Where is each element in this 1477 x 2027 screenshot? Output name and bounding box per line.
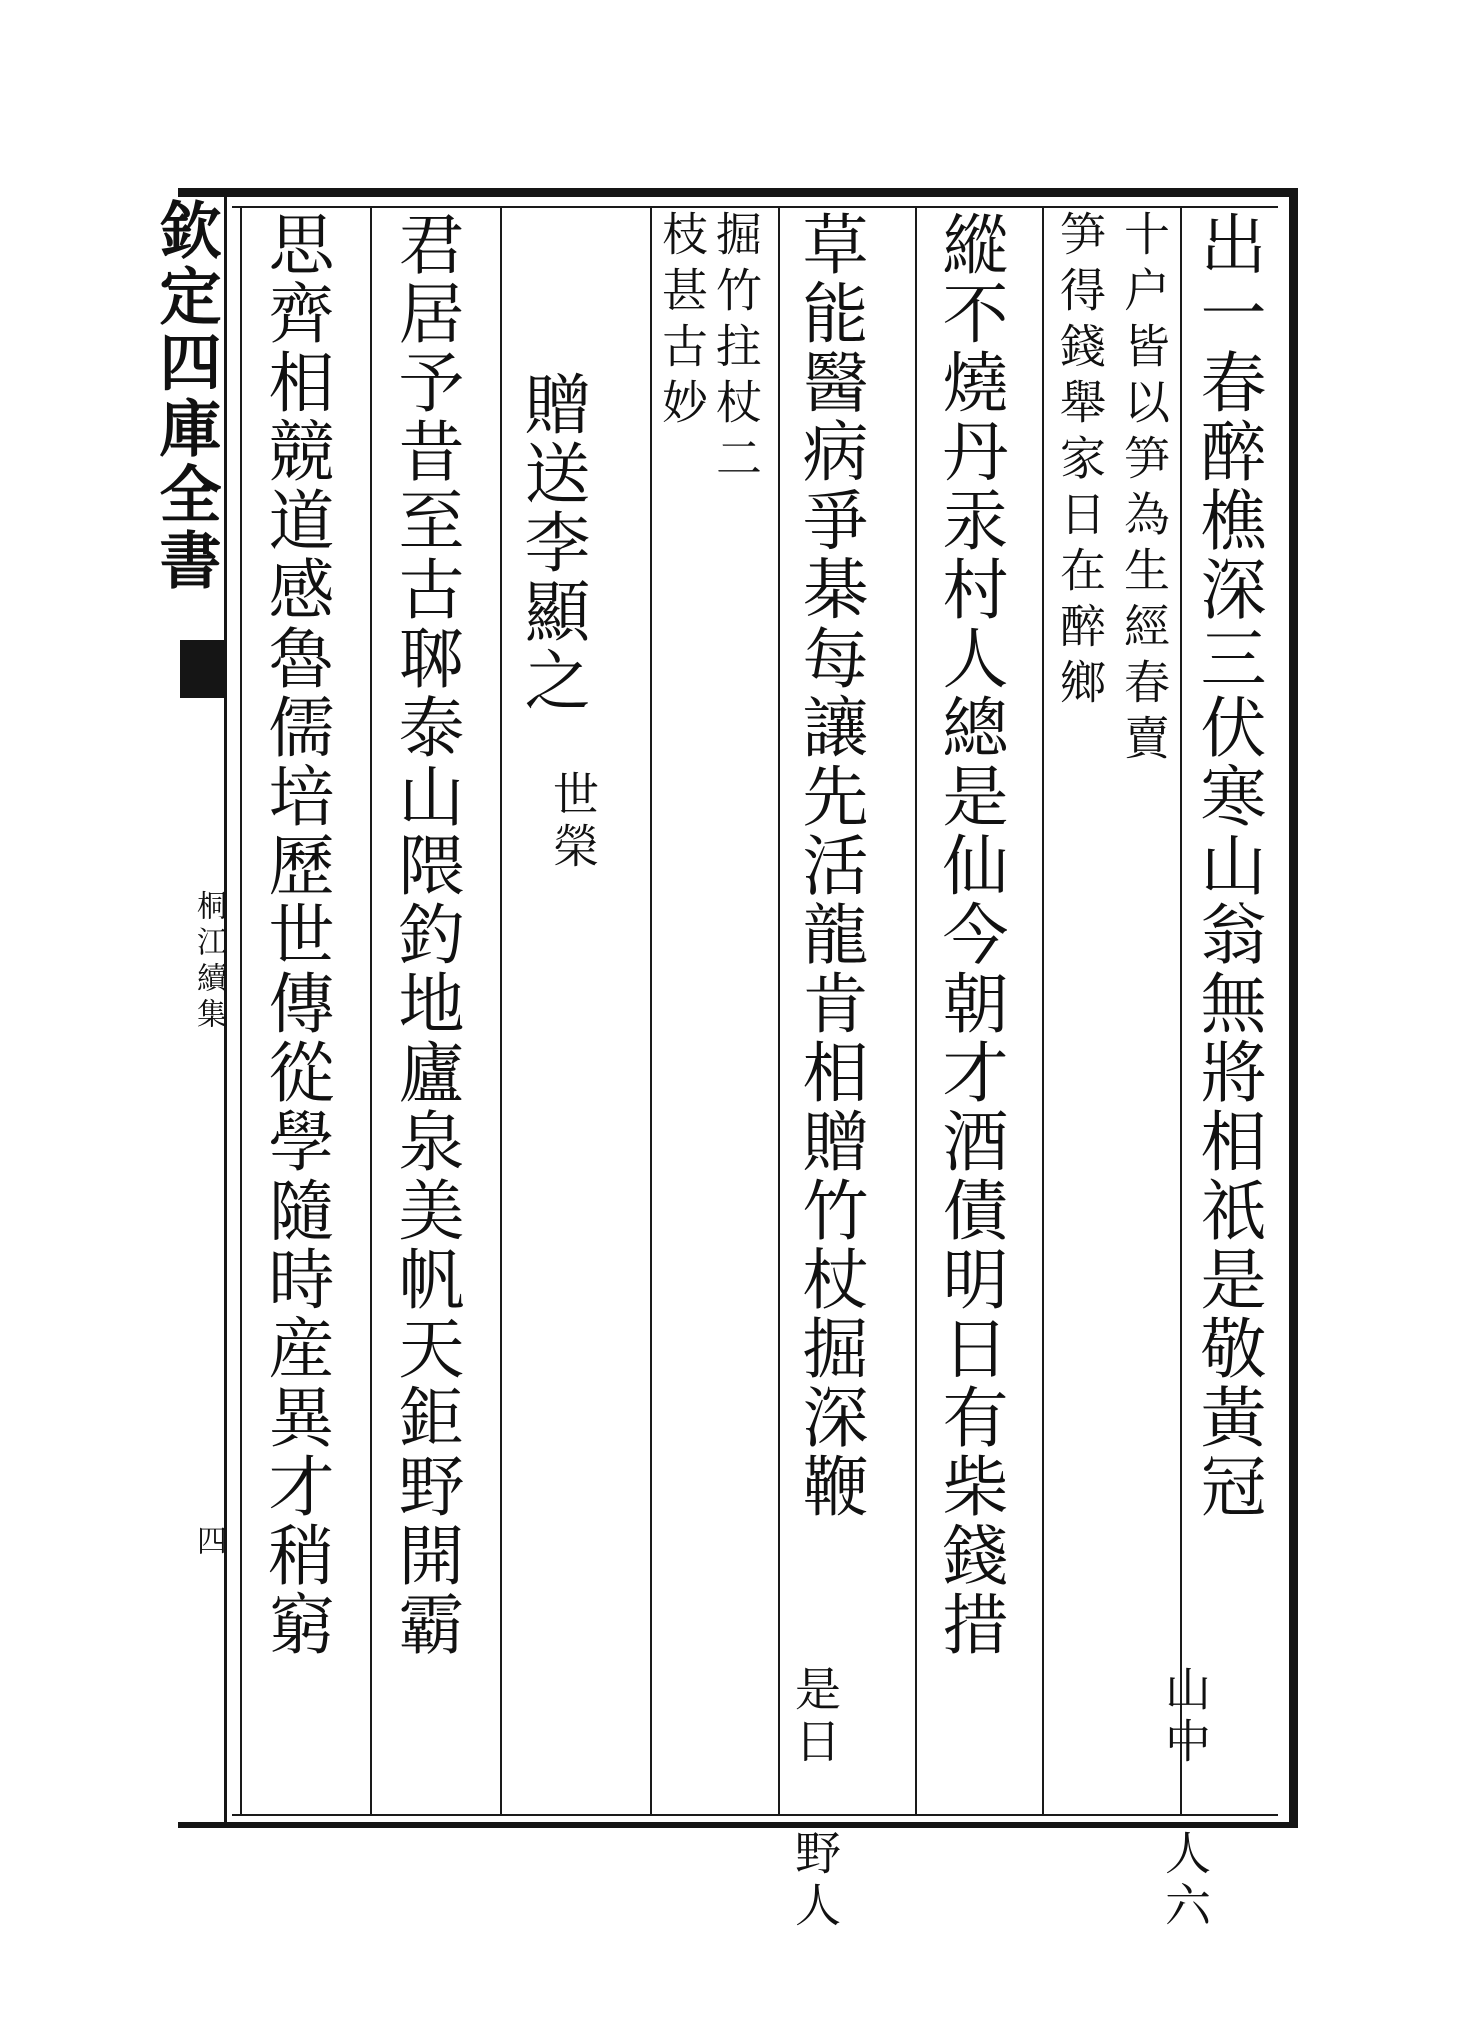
annotation-line: 人六	[1158, 1829, 1212, 1933]
text-column-7: 枝甚古妙	[655, 210, 709, 434]
text-column-1: 出一春醉樵深三伏寒山翁無將相祇是敬黃冠	[1189, 210, 1266, 1521]
text-column-10: 思齊相競道感魯儒培歷世傳從學隨時産異才稍窮	[257, 210, 334, 1659]
text-column-3: 笋得錢舉家日在醉鄉	[1053, 210, 1107, 714]
annotation-5	[788, 1665, 842, 1933]
text-column-9: 君居予昔至古郰泰山隈釣地廬泉美帆天鉅野開霸	[387, 210, 464, 1659]
book-title: 桐江續集	[191, 890, 226, 1034]
text-column-6: 掘竹拄杖二	[709, 210, 763, 490]
text-column-2: 十户皆以笋為生經春賣	[1117, 210, 1171, 770]
book-series-title: 欽定四庫全書	[149, 198, 222, 594]
column-rule	[1180, 206, 1182, 1816]
annotation-line: 是日	[788, 1665, 842, 1769]
fishtail-mark	[180, 640, 226, 698]
annotation-line: 野人	[788, 1829, 842, 1933]
inner-border-bottom	[232, 1814, 1278, 1816]
column-rule	[500, 206, 502, 1816]
text-column-8: 贈送李顯之	[513, 370, 590, 715]
text-column-5: 草能醫病爭棊每讓先活龍肯相贈竹杖掘深鞭	[791, 210, 868, 1521]
column-rule	[370, 206, 372, 1816]
column-rule	[915, 206, 917, 1816]
annotation-line: 山中	[1158, 1665, 1212, 1769]
text-column-4: 縱不燒丹汞村人總是仙今朝才酒債明日有柴錢措	[931, 210, 1008, 1659]
inner-border-top	[232, 206, 1278, 208]
column-rule	[1042, 206, 1044, 1816]
column-rule	[778, 206, 780, 1816]
page-number: 四	[191, 1525, 226, 1555]
annotation-line: 世榮	[546, 770, 600, 874]
column-rule	[650, 206, 652, 1816]
annotation-8	[548, 770, 598, 890]
column-rule	[240, 206, 242, 1816]
